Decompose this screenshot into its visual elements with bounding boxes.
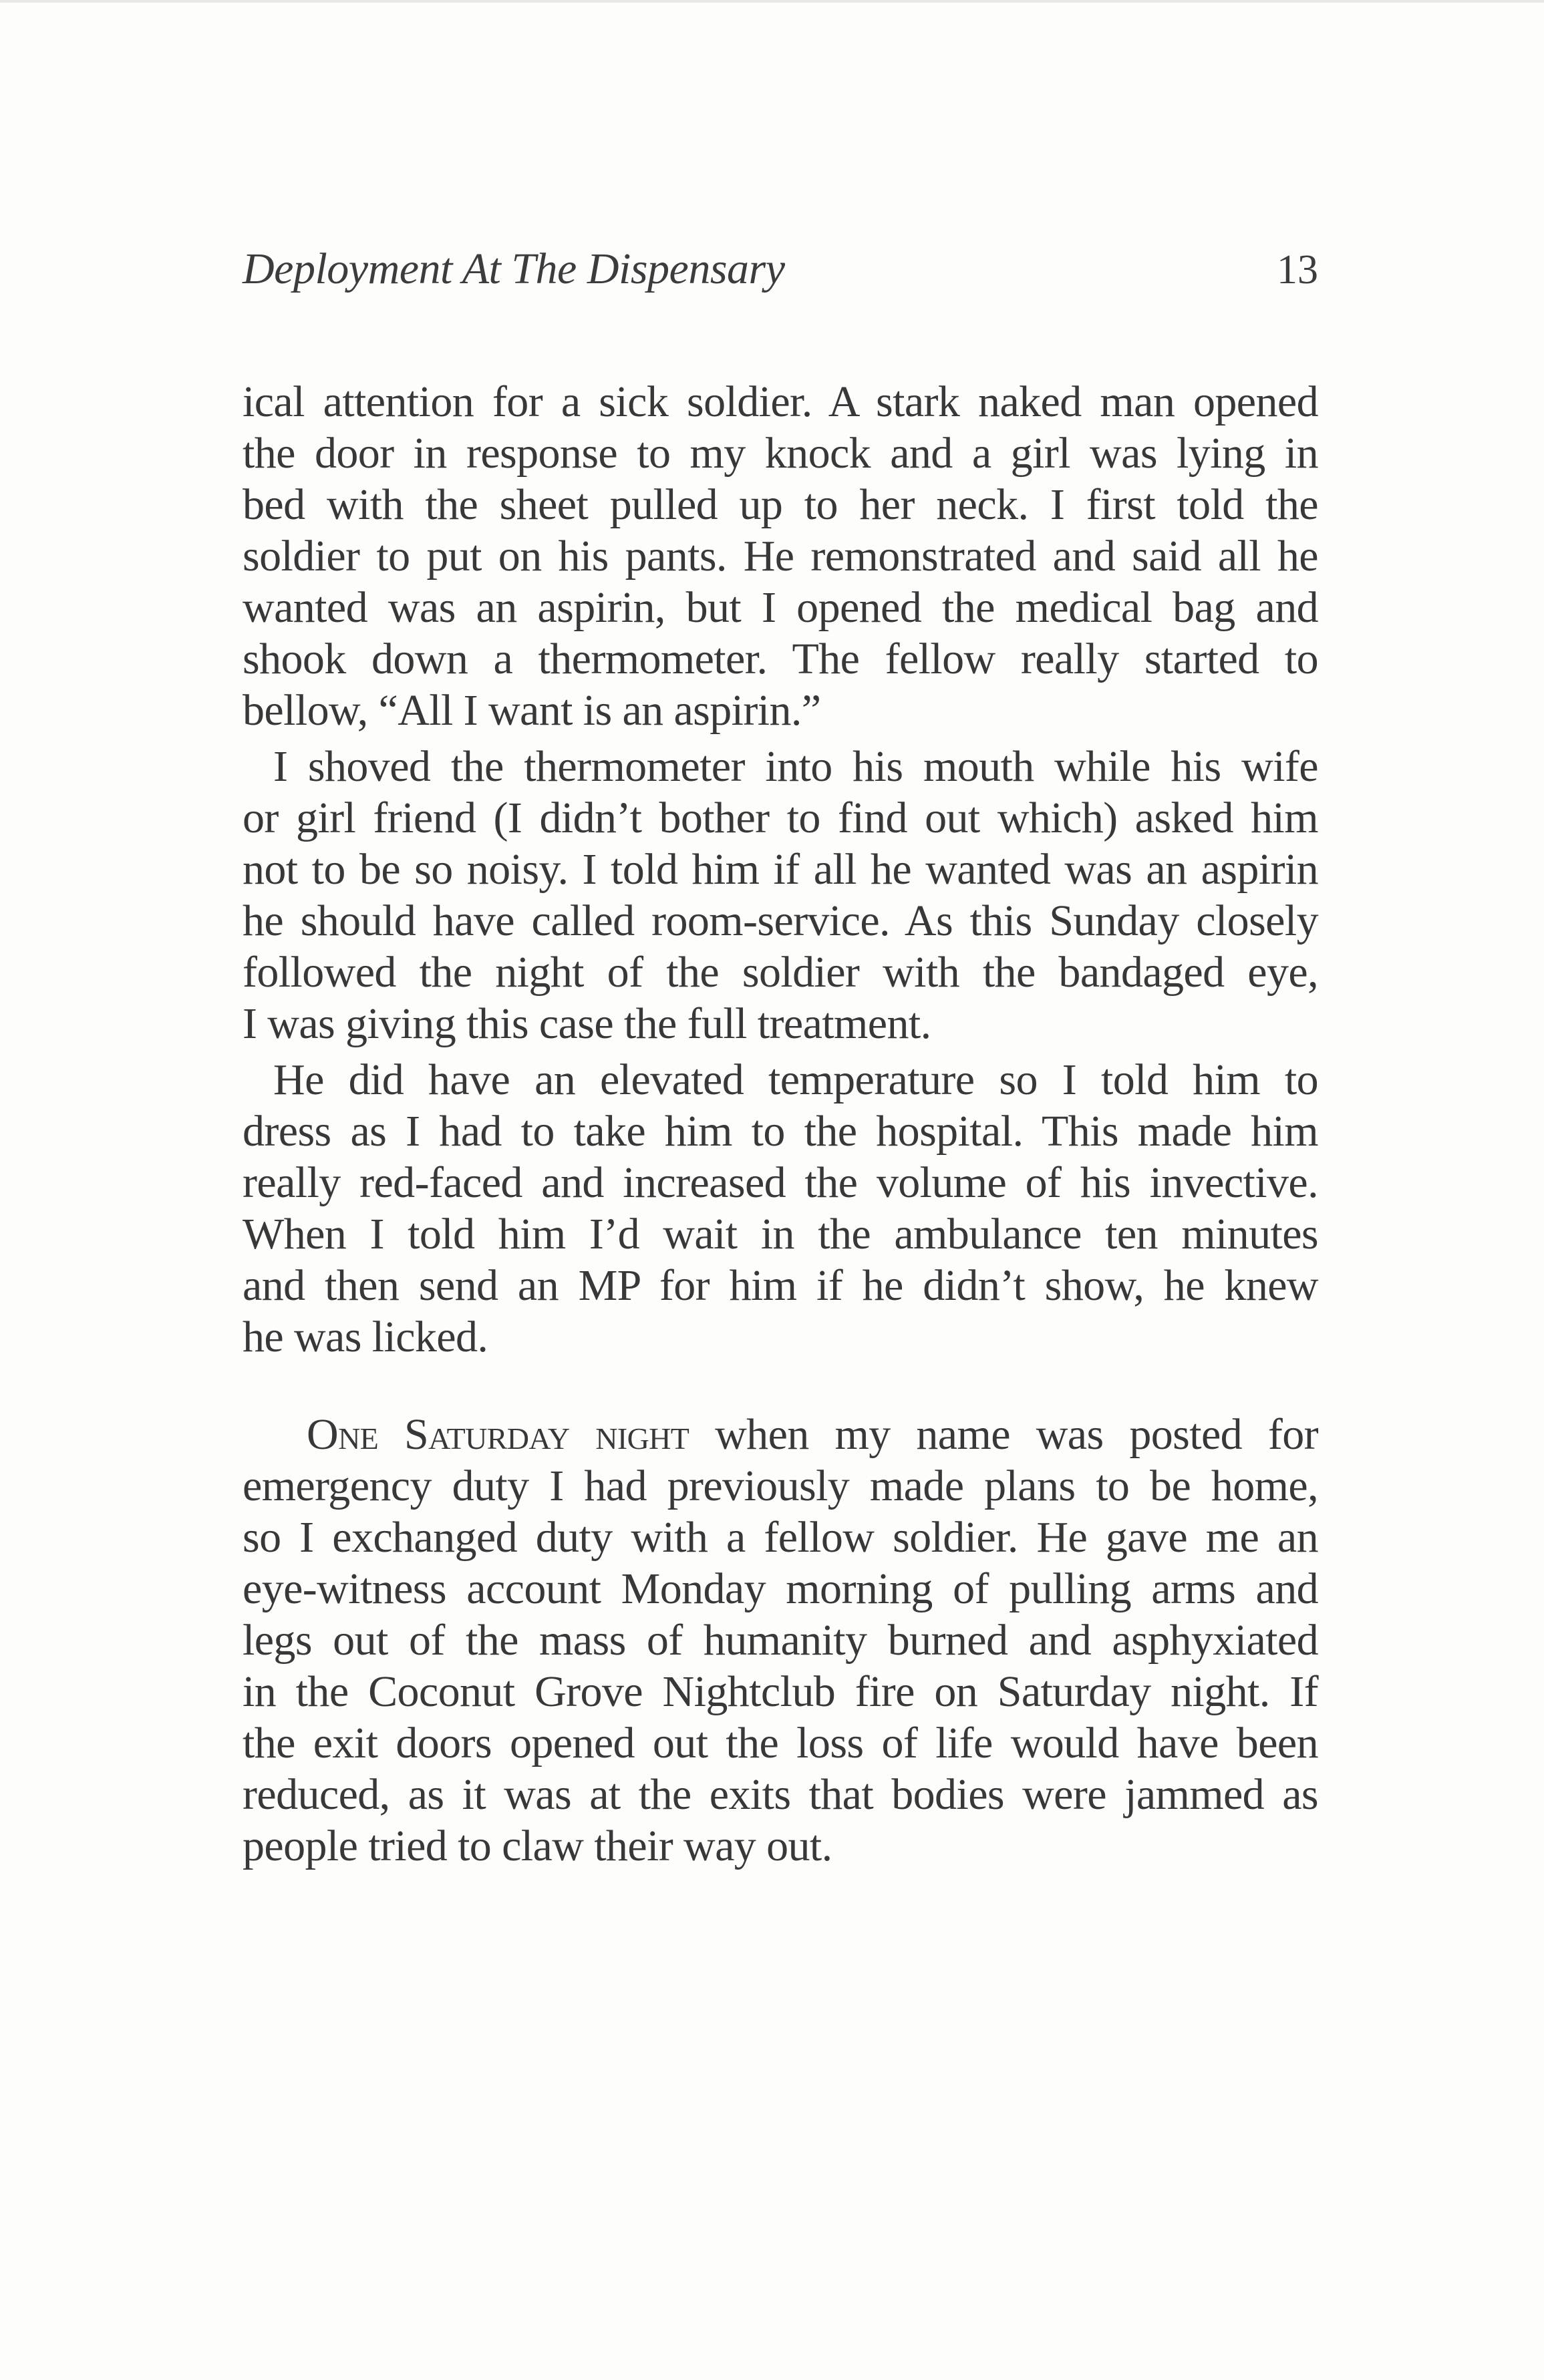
text-line: He did have an elevated temperature so I told him to xyxy=(273,1055,1318,1104)
text-line: bellow, “All I want is an aspirin.” xyxy=(243,686,821,735)
text-line: I shoved the thermometer into his mouth while his wife xyxy=(273,742,1318,791)
text-line: followed the night of the soldier with the bandaged eye, xyxy=(243,948,1318,997)
text-line: reduced, as it was at the exits that bodies were jammed as xyxy=(243,1770,1318,1819)
text-line: legs out of the mass of humanity burned and asphyxiated xyxy=(243,1616,1318,1665)
page-top-edge xyxy=(0,0,1544,3)
text-line: he was licked. xyxy=(243,1313,488,1361)
text-line: the door in response to my knock and a girl was lying in xyxy=(243,429,1318,478)
text-line xyxy=(307,1408,1318,1462)
text-line: so I exchanged duty with a fellow soldier. He gave me an xyxy=(243,1513,1318,1562)
text-line: the exit doors opened out the loss of life would have been xyxy=(243,1719,1318,1767)
text-line: really red-faced and increased the volume of his invective. xyxy=(243,1158,1318,1207)
text-line: When I told him I’d wait in the ambulance ten minutes xyxy=(243,1210,1318,1258)
text-line: dress as I had to take him to the hospital. This made him xyxy=(243,1107,1318,1156)
text-line: he should have called room-service. As this Sunday closely xyxy=(243,896,1318,945)
running-head-title: Deployment At The Dispensary xyxy=(243,244,785,293)
text-line: not to be so noisy. I told him if all he wanted was an aspirin xyxy=(243,845,1318,894)
text-line: people tried to claw their way out. xyxy=(243,1822,832,1870)
text-line: in the Coconut Grove Nightclub fire on Saturday night. If xyxy=(243,1667,1318,1716)
running-head xyxy=(243,244,1318,304)
text-line: bed with the sheet pulled up to her neck. I first told the xyxy=(243,480,1318,529)
text-line: shook down a thermometer. The fellow really started to xyxy=(243,635,1318,683)
text-line: soldier to put on his pants. He remonstrated and said all he xyxy=(243,532,1318,580)
text-line: wanted was an aspirin, but I opened the medical bag and xyxy=(243,583,1318,632)
page-number: 13 xyxy=(1277,247,1318,293)
text-line: emergency duty I had previously made plans to be home, xyxy=(243,1462,1318,1510)
text-line: and then send an MP for him if he didn’t show, he knew xyxy=(243,1261,1318,1310)
text-line: or girl friend (I didn’t bother to find out which) asked him xyxy=(243,794,1318,842)
text-line: I was giving this case the full treatment. xyxy=(243,999,931,1048)
text-line-rest: when my name was posted for xyxy=(689,1410,1318,1459)
text-line: eye-witness account Monday morning of pulling arms and xyxy=(243,1564,1318,1613)
small-caps-lead-in: One Saturday night xyxy=(307,1410,689,1459)
text-line: ical attention for a sick soldier. A stark naked man opened xyxy=(243,377,1318,426)
